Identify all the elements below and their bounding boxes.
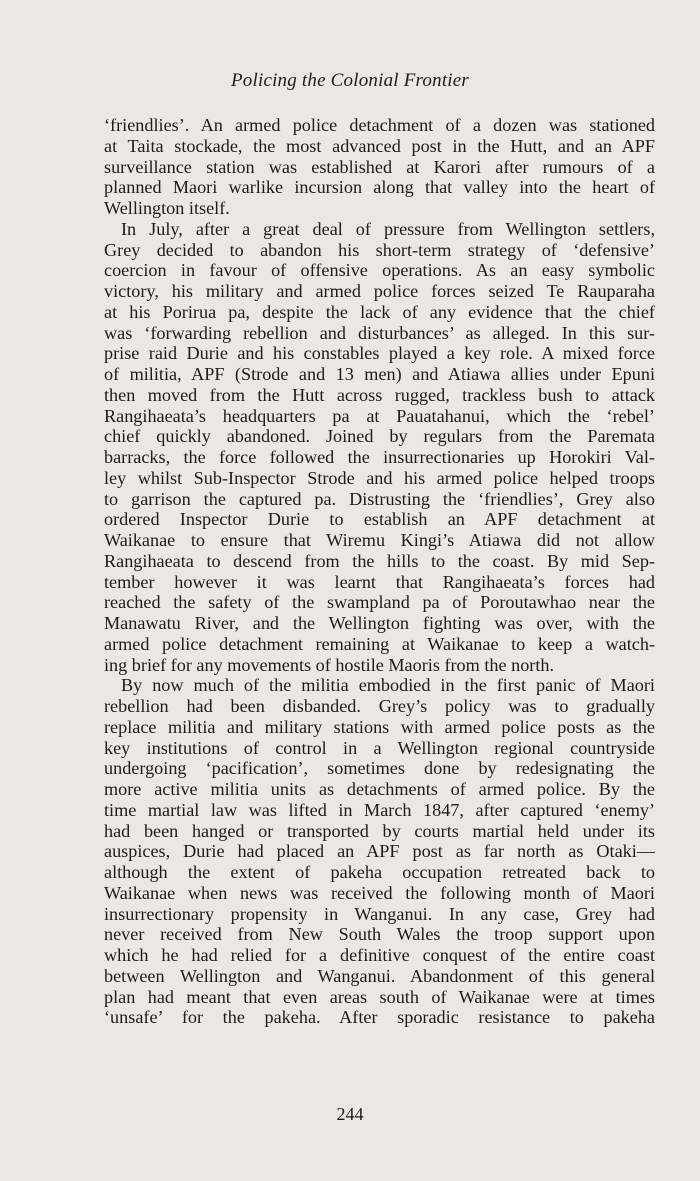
text-line: then moved from the Hutt across rugged, trackless bush to attack	[104, 384, 655, 405]
text-line: ‘friendlies’. An armed police detachment of a dozen was stationed	[104, 115, 655, 135]
text-line: Waikanae to ensure that Wiremu Kingi’s Atiawa did not allow	[104, 530, 655, 550]
text-line: victory, his military and armed police forces seized Te Rauparaha	[104, 281, 655, 301]
text-line: coercion in favour of offensive operations. As an easy symbolic	[104, 260, 655, 281]
text-line: Rangihaeata’s headquarters pa at Pauatahanui, which the ‘rebel’	[104, 405, 655, 426]
text-line: reached the safety of the swampland pa of Poroutawhao near the	[104, 592, 655, 613]
text-line: at Taita stockade, the most advanced post in the Hutt, and an APF	[104, 135, 655, 156]
text-line: although the extent of pakeha occupation retreated back to	[104, 862, 655, 882]
text-line: ordered Inspector Durie to establish an APF detachment at	[104, 509, 655, 530]
text-line: Waikanae when news was received the following month of Maori	[104, 882, 655, 903]
text-line: key institutions of control in a Wellington regional countryside	[104, 737, 655, 758]
text-line: tember however it was learnt that Rangihaeata’s forces had	[104, 571, 655, 592]
text-line: Grey decided to abandon his short-term strategy of ‘defensive’	[104, 239, 655, 260]
text-line: Rangihaeata to descend from the hills to the coast. By mid Sep-	[104, 550, 655, 571]
text-line: more active militia units as detachments of armed police. By the	[104, 779, 655, 799]
text-line: barracks, the force followed the insurrectionaries up Horokiri Val-	[104, 447, 655, 467]
text-line: ley whilst Sub-Inspector Strode and his armed police helped troops	[104, 467, 655, 488]
text-line: had been hanged or transported by courts martial held under its	[104, 820, 655, 841]
text-line: insurrectionary propensity in Wanganui. In any case, Grey had	[104, 903, 655, 924]
text-line: armed police detachment remaining at Waikanae to keep a watch-	[104, 633, 655, 654]
paragraph-3	[104, 675, 655, 1028]
text-line: undergoing ‘pacification’, sometimes done by redesignating the	[104, 758, 655, 779]
text-line: chief quickly abandoned. Joined by regulars from the Paremata	[104, 426, 655, 447]
text-line: was ‘forwarding rebellion and disturbances’ as alleged. In this sur-	[104, 322, 655, 343]
text-line: By now much of the militia embodied in the first panic of Maori	[121, 675, 655, 696]
text-line: ‘unsafe’ for the pakeha. After sporadic resistance to pakeha	[104, 1007, 655, 1028]
text-line: planned Maori warlike incursion along that valley into the heart of	[104, 177, 655, 198]
text-line: surveillance station was established at Karori after rumours of a	[104, 156, 655, 177]
text-line: at his Porirua pa, despite the lack of any evidence that the chief	[104, 301, 655, 322]
text-line: which he had relied for a definitive conquest of the entire coast	[104, 945, 655, 965]
text-line: plan had meant that even areas south of Waikanae were at times	[104, 986, 655, 1007]
text-line: to garrison the captured pa. Distrusting the ‘friendlies’, Grey also	[104, 488, 655, 509]
paragraph-1	[104, 115, 655, 219]
text-line: Wellington itself.	[104, 198, 230, 218]
text-line: never received from New South Wales the troop support upon	[104, 924, 655, 945]
text-line: auspices, Durie had placed an APF post as far north as Otaki—	[104, 841, 655, 862]
text-line: rebellion had been disbanded. Grey’s policy was to gradually	[104, 696, 655, 716]
text-line: replace militia and military stations with armed police posts as the	[104, 716, 655, 737]
page-number: 244	[336, 1104, 364, 1124]
text-line: time martial law was lifted in March 1847, after captured ‘enemy’	[104, 799, 655, 820]
text-line: between Wellington and Wanganui. Abandonment of this general	[104, 965, 655, 986]
text-line: ing brief for any movements of hostile Maoris from the north.	[104, 654, 555, 675]
running-head: Policing the Colonial Frontier	[230, 70, 470, 91]
text-line: In July, after a great deal of pressure from Wellington settlers,	[121, 218, 655, 239]
text-line: prise raid Durie and his constables played a key role. A mixed force	[104, 343, 655, 364]
body-text	[104, 115, 655, 1028]
paragraph-2	[104, 219, 655, 676]
text-line: of militia, APF (Strode and 13 men) and Atiawa allies under Epuni	[104, 364, 655, 384]
text-line: Manawatu River, and the Wellington fighting was over, with the	[104, 613, 655, 633]
